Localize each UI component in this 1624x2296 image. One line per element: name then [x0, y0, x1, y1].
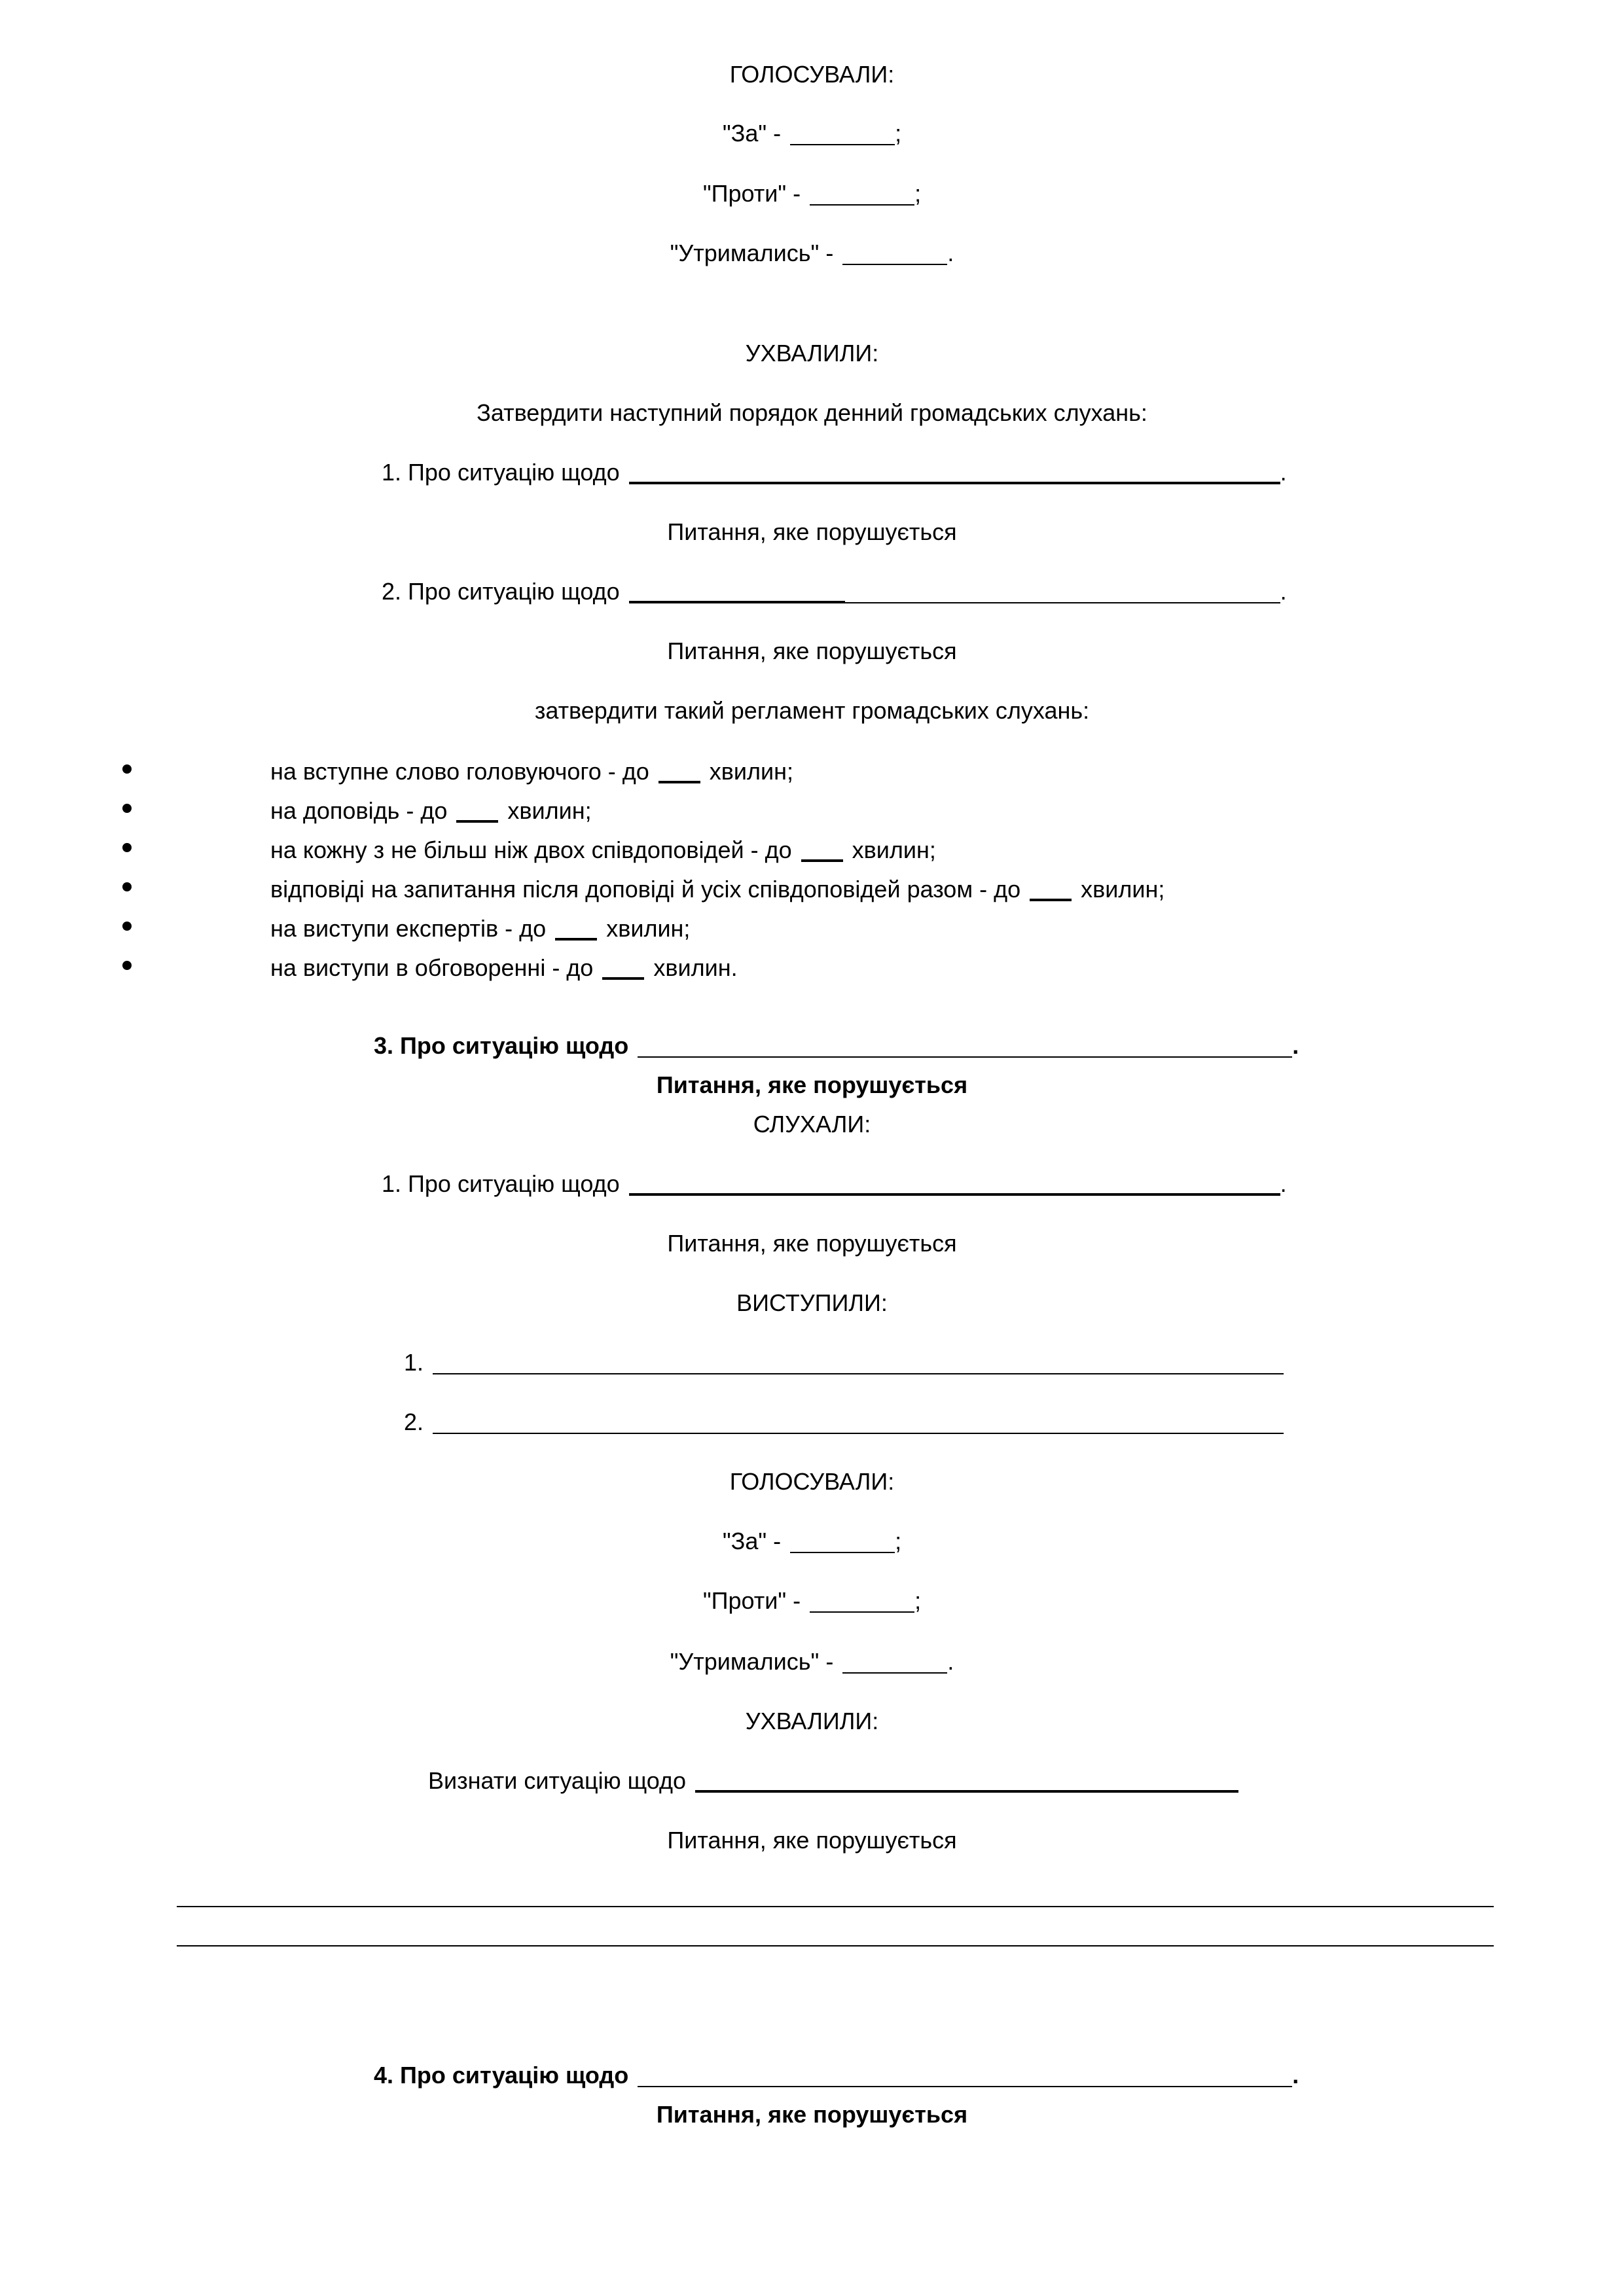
approved-heading: УХВАЛИЛИ:: [745, 340, 879, 367]
reglament-item-4-blank[interactable]: [1030, 899, 1072, 901]
list-bullet: [122, 804, 132, 813]
item3-blank[interactable]: [638, 1056, 1292, 1058]
vote-for-blank[interactable]: [790, 1552, 895, 1553]
vote-abstain-blank[interactable]: [842, 264, 947, 265]
vote-for-label: "За" -: [722, 120, 782, 147]
agenda-item-2-caption: Питання, яке порушується: [667, 637, 957, 664]
list-bullet: [122, 843, 132, 852]
vote-abstain-label: "Утримались" -: [670, 1648, 834, 1675]
spoke-heading: ВИСТУПИЛИ:: [736, 1289, 888, 1316]
vote-abstain-blank[interactable]: [842, 1672, 947, 1674]
reglament-item-5-unit: хвилин;: [606, 915, 691, 942]
item4-blank[interactable]: [638, 2086, 1292, 2087]
vote-against-label: "Проти" -: [702, 180, 801, 207]
reglament-item-5-text: на виступи експертів - до: [270, 915, 547, 942]
item4-label: 4. Про ситуацію щодо: [374, 2062, 629, 2089]
vote-against-blank[interactable]: [810, 204, 914, 206]
heard-label: 1. Про ситуацію щодо: [382, 1170, 620, 1197]
heard-heading: СЛУХАЛИ:: [753, 1111, 871, 1138]
agenda-item-2: 2. Про ситуацію щодо .: [382, 578, 1287, 605]
reglament-item-4-text: відповіді на запитання після доповіді й усіх співдоповідей разом - до: [270, 876, 1021, 903]
item3-caption: Питання, яке порушується: [656, 1071, 968, 1098]
reglament-item-3-text: на кожну з не більш ніж двох співдоповідей - до: [270, 836, 792, 863]
speaker-row-2: [404, 1410, 1284, 1434]
approved-heading: УХВАЛИЛИ:: [745, 1708, 879, 1734]
reglament-item-2-text: на доповідь - до: [270, 797, 448, 824]
vote-against-row: "Проти" - ;: [702, 1587, 922, 1614]
list-bullet: [122, 882, 132, 891]
reglament-item-4: [270, 878, 1164, 901]
reglament-item-6: [270, 956, 738, 980]
agenda-item-1-label: 1. Про ситуацію щодо: [382, 459, 620, 486]
agenda-item-2-label: 2. Про ситуацію щодо: [382, 578, 620, 605]
vote-against-row: "Проти" - ;: [702, 180, 922, 207]
item4-row: 4. Про ситуацію щодо .: [374, 2062, 1299, 2089]
vote-heading: ГОЛОСУВАЛИ:: [729, 1468, 895, 1495]
reglament-item-5-blank[interactable]: [555, 938, 597, 941]
vote-abstain-row: "Утримались" - .: [670, 1648, 954, 1675]
reglament-item-1-text: на вступне слово головуючого - до: [270, 758, 649, 785]
heard-caption: Питання, яке порушується: [667, 1230, 957, 1257]
reglament-item-2-unit: хвилин;: [507, 797, 592, 824]
agenda-item-2-blank-bold[interactable]: [629, 601, 845, 603]
vote-for-row: "За" - ;: [722, 1528, 902, 1554]
agenda-item-1-blank[interactable]: [629, 482, 1280, 484]
vote-against-label: "Проти" -: [702, 1587, 801, 1614]
speaker-row-1: [404, 1351, 1284, 1374]
blank-line-2[interactable]: [177, 1945, 1494, 1946]
item3-label: 3. Про ситуацію щодо: [374, 1032, 629, 1059]
agenda-intro: Затвердити наступний порядок денний громадських слухань:: [477, 399, 1147, 426]
agenda-item-1: 1. Про ситуацію щодо .: [382, 459, 1287, 486]
heard-blank[interactable]: [629, 1193, 1280, 1196]
reglament-item-3-blank[interactable]: [801, 859, 843, 862]
vote-abstain-label: "Утримались" -: [670, 240, 834, 266]
recognize-row: [428, 1769, 1238, 1793]
agenda-item-2-blank[interactable]: [845, 602, 1280, 603]
reglament-item-3-unit: хвилин;: [852, 836, 936, 863]
item3-row: 3. Про ситуацію щодо .: [374, 1032, 1299, 1059]
reglament-item-6-text: на виступи в обговоренні - до: [270, 954, 594, 981]
vote-heading: ГОЛОСУВАЛИ:: [729, 61, 895, 88]
item4-caption: Питання, яке порушується: [656, 2101, 968, 2128]
reglament-item-4-unit: хвилин;: [1081, 876, 1165, 903]
recognize-caption: Питання, яке порушується: [667, 1827, 957, 1854]
speaker-blank-2[interactable]: [433, 1433, 1284, 1434]
reglament-item-3: [270, 838, 936, 862]
reglament-item-1-blank[interactable]: [659, 781, 700, 783]
speaker-blank-1[interactable]: [433, 1373, 1284, 1374]
reglament-intro: затвердити такий регламент громадських слухань:: [534, 697, 1090, 724]
speaker-number-1: 1.: [404, 1349, 424, 1376]
reglament-item-5: [270, 917, 690, 941]
list-bullet: [122, 922, 132, 931]
reglament-item-6-unit: хвилин.: [653, 954, 738, 981]
heard-row: 1. Про ситуацію щодо .: [382, 1170, 1287, 1197]
recognize-label: Визнати ситуацію щодо: [428, 1767, 687, 1794]
reglament-item-1: [270, 760, 793, 783]
vote-for-row: "За" - ;: [722, 120, 902, 147]
reglament-item-2: [270, 799, 592, 823]
vote-for-blank[interactable]: [790, 144, 895, 145]
vote-abstain-row: "Утримались" - .: [670, 240, 954, 266]
speaker-number-2: 2.: [404, 1408, 424, 1435]
list-bullet: [122, 764, 132, 774]
reglament-item-6-blank[interactable]: [602, 977, 644, 980]
vote-against-blank[interactable]: [810, 1611, 914, 1613]
reglament-item-2-blank[interactable]: [456, 820, 498, 823]
reglament-item-1-unit: хвилин;: [709, 758, 794, 785]
agenda-item-1-caption: Питання, яке порушується: [667, 518, 957, 545]
vote-for-label: "За" -: [722, 1528, 782, 1554]
recognize-blank[interactable]: [695, 1790, 1238, 1793]
blank-line-1[interactable]: [177, 1906, 1494, 1907]
list-bullet: [122, 961, 132, 970]
